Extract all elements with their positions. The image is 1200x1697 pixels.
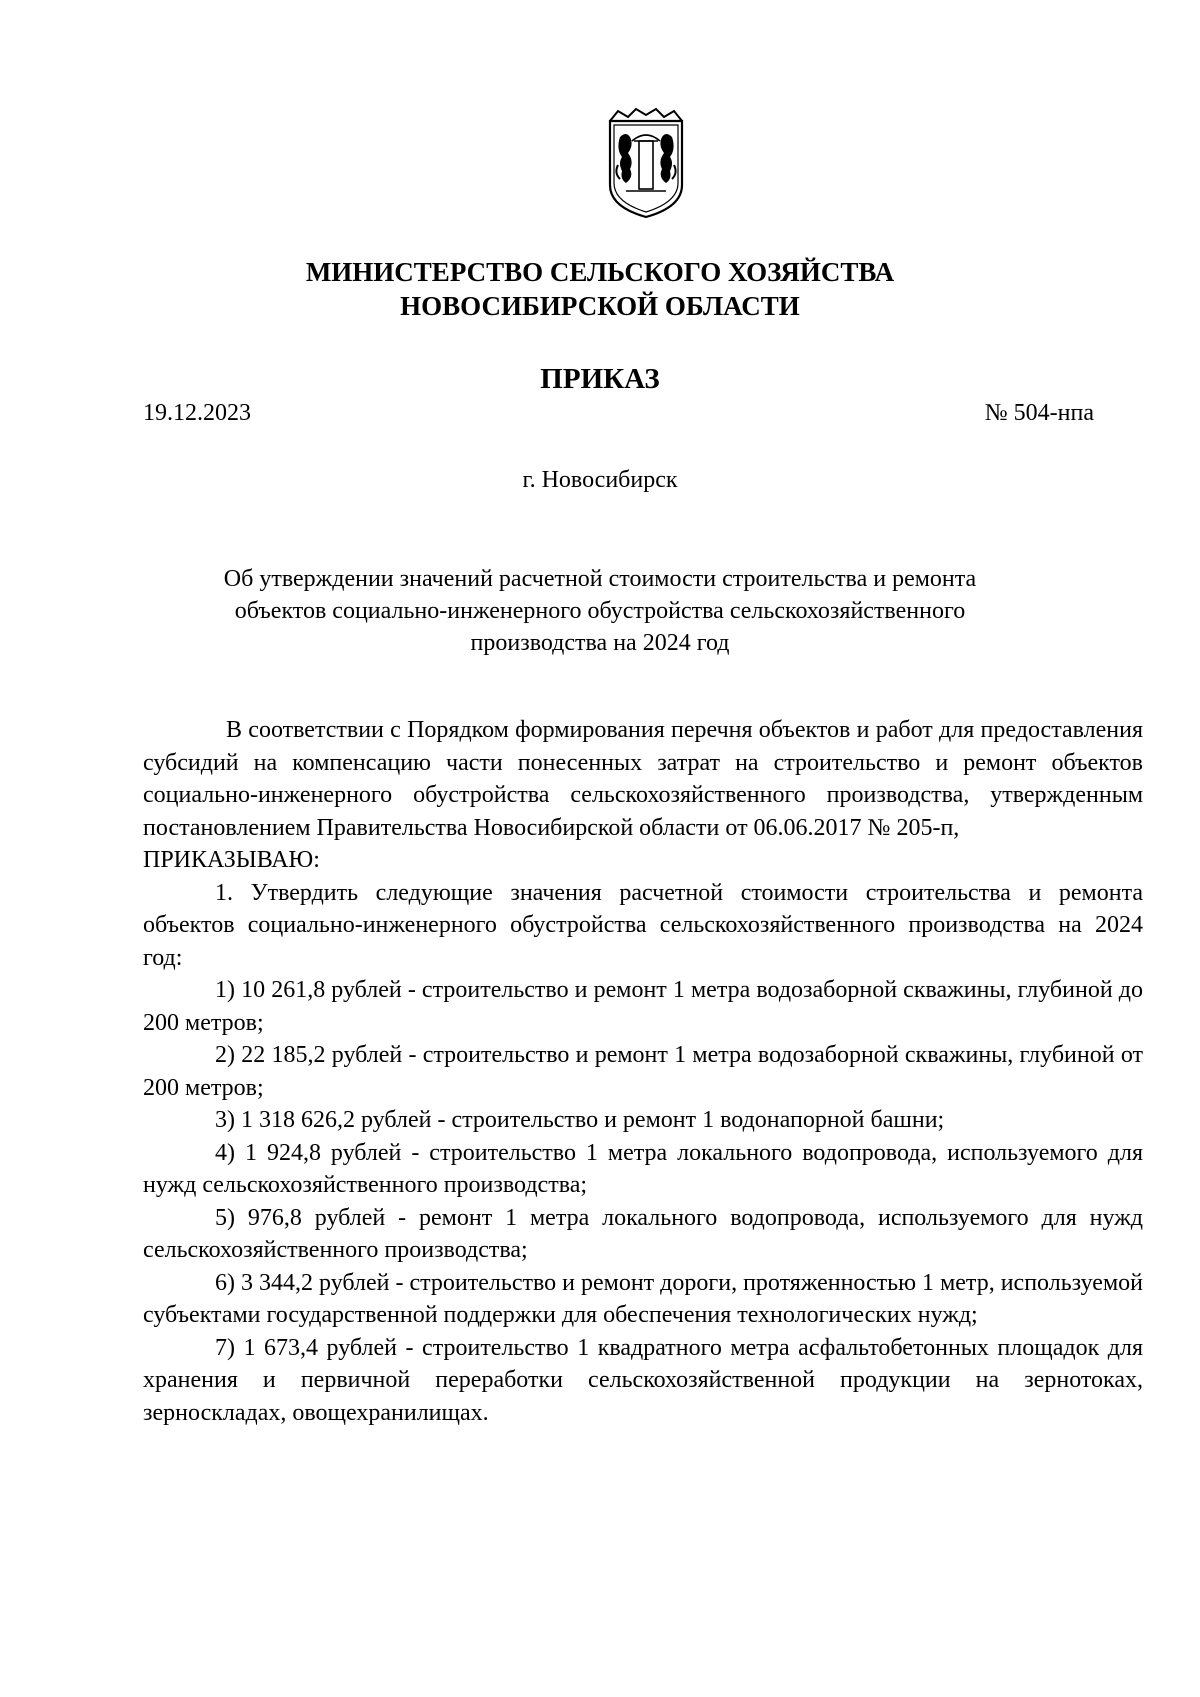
ministry-name-line1: МИНИСТЕРСТВО СЕЛЬСКОГО ХОЗЯЙСТВА (305, 257, 895, 287)
list-item: 6) 3 344,2 рублей - строительство и ремонт дороги, протяженностью 1 метр, используемой субъектами государственной поддержки для обеспечения технологических нужд; (143, 1269, 1143, 1328)
list-item: 2) 22 185,2 рублей - строительство и ремонт 1 метра водозаборной скважины, глубиной от 200 метров; (143, 1042, 1143, 1101)
document-body (143, 714, 1143, 1429)
coat-of-arms-emblem (604, 107, 688, 219)
document-date: 19.12.2023 (143, 400, 251, 426)
document-type-title: ПРИКАЗ (540, 363, 660, 395)
subject-line1: Об утверждении значений расчетной стоимости строительства и ремонта (223, 566, 977, 592)
document-city: г. Новосибирск (522, 467, 678, 493)
ministry-name-line2: НОВОСИБИРСКОЙ ОБЛАСТИ (400, 291, 800, 321)
order-word: ПРИКАЗЫВАЮ: (143, 847, 320, 873)
list-item: 3) 1 318 626,2 рублей - строительство и ремонт 1 водонапорной башни; (215, 1107, 945, 1133)
document-number: № 504-нпа (984, 400, 1094, 426)
ministry-name (0, 255, 1200, 323)
list-item: 5) 976,8 рублей - ремонт 1 метра локального водопровода, используемого для нужд сельскохозяйственного производства; (143, 1204, 1143, 1263)
list-item: 4) 1 924,8 рублей - строительство 1 метра локального водопровода, используемого для нужд сельскохозяйственного производства; (143, 1139, 1143, 1198)
point-1-paragraph: 1. Утвердить следующие значения расчетной стоимости строительства и ремонта объектов социально-инженерного обустройства сельскохозяйственного производства на 2024 год: (143, 879, 1143, 971)
document-subject (160, 563, 1040, 659)
subject-line3: производства на 2024 год (470, 630, 730, 656)
preamble-paragraph: В соответствии с Порядком формирования перечня объектов и работ для предоставления субсидий на компенсацию части понесенных затрат на строительство и ремонт объектов социально-инженерного обустройства сельскохозяйственного производства, утвержденным постановлением Правительства Новосибирской области от 06.06.2017 № 205-п, (143, 717, 1143, 841)
subject-line2: объектов социально-инженерного обустройства сельскохозяйственного (234, 598, 966, 624)
list-item: 7) 1 673,4 рублей - строительство 1 квадратного метра асфальтобетонных площадок для хранения и первичной переработки сельскохозяйственной продукции на зернотоках, зерноскладах, овощехранилищах. (143, 1334, 1143, 1426)
list-item: 1) 10 261,8 рублей - строительство и ремонт 1 метра водозаборной скважины, глубиной до 200 метров; (143, 977, 1143, 1036)
